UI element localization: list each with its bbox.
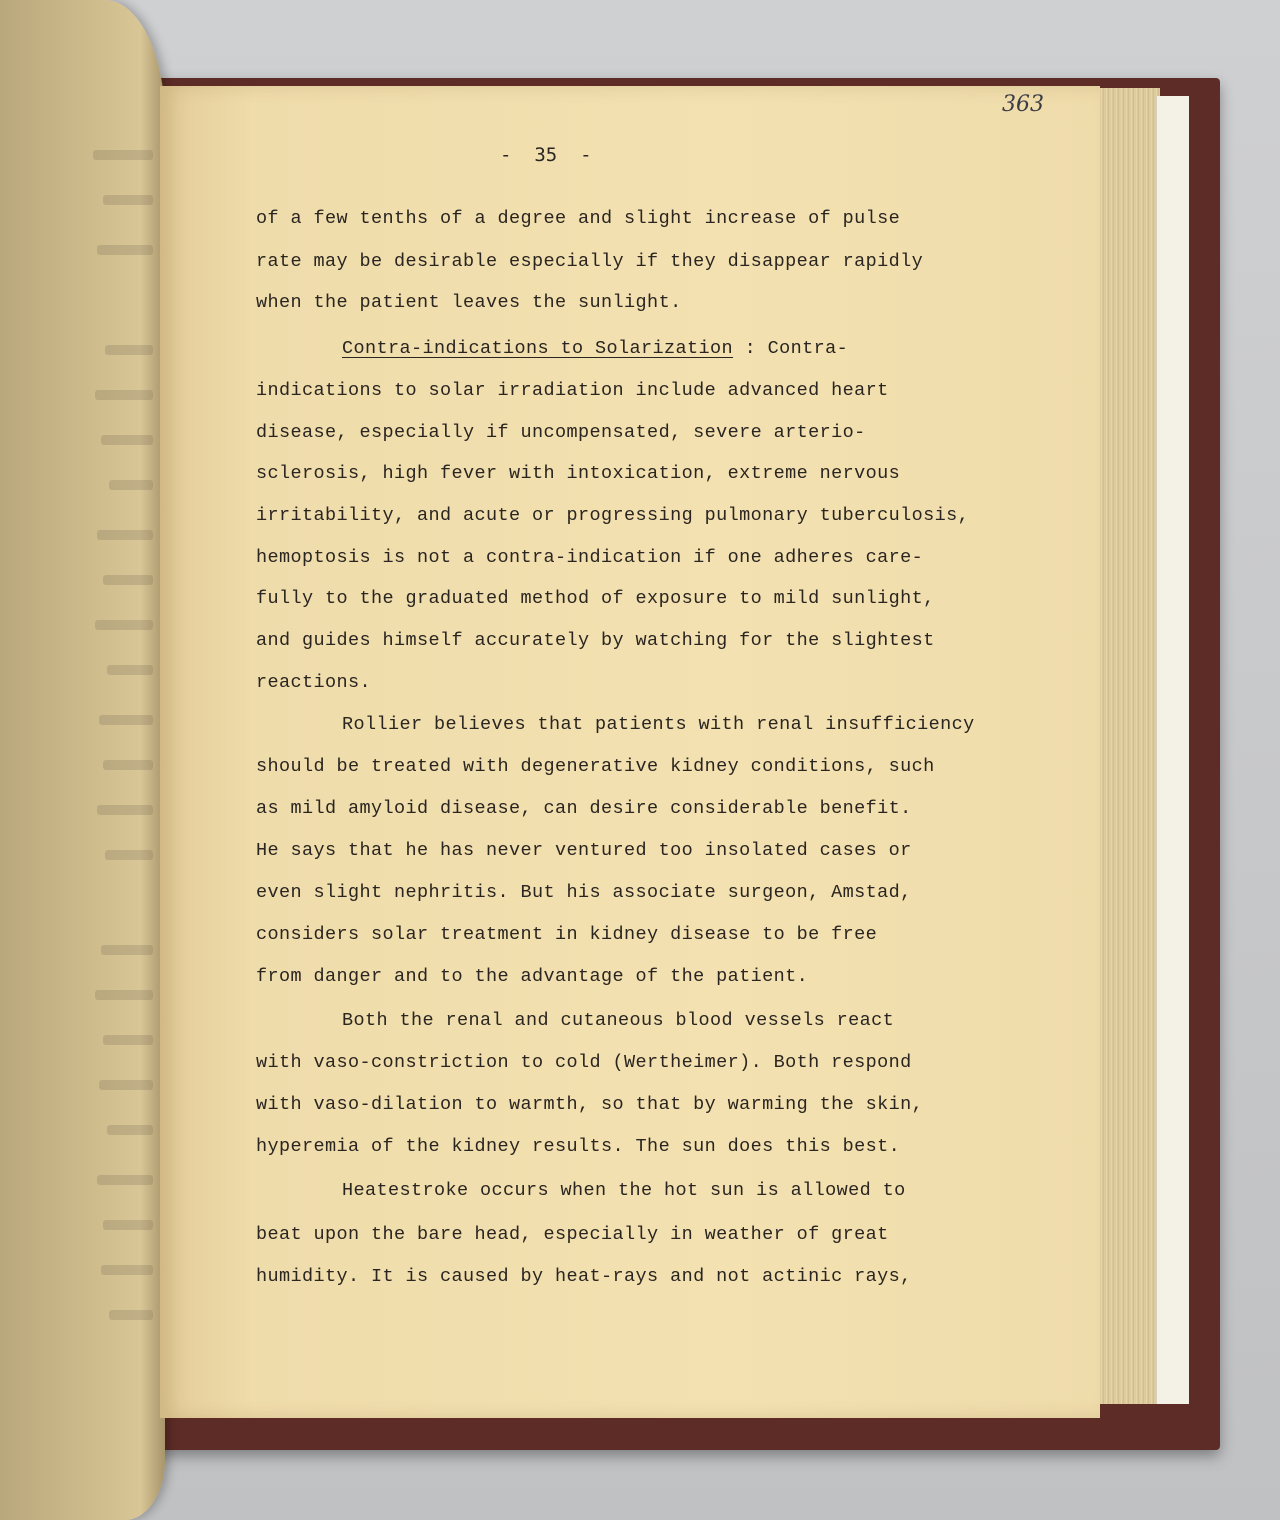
text-line: with vaso-dilation to warmth, so that by warming the skin, <box>256 1094 924 1115</box>
bleed-through-text <box>103 1220 153 1230</box>
text-line: indications to solar irradiation include advanced heart <box>256 380 889 401</box>
bleed-through-text <box>97 1175 153 1185</box>
bleed-through-text <box>105 850 153 860</box>
bleed-through-text <box>101 435 153 445</box>
bleed-through-text <box>97 245 153 255</box>
text-line: He says that he has never ventured too insolated cases or <box>256 840 912 861</box>
bleed-through-text <box>93 150 153 160</box>
text-line: hemoptosis is not a contra-indication if one adheres care- <box>256 547 924 568</box>
bleed-through-text <box>105 345 153 355</box>
bleed-through-text <box>95 620 153 630</box>
text-line: rate may be desirable especially if they disappear rapidly <box>256 251 924 272</box>
text-line: and guides himself accurately by watching for the slightest <box>256 630 935 651</box>
section-heading-line <box>342 338 848 359</box>
bleed-through-text <box>101 1265 153 1275</box>
inserted-sheet <box>1156 96 1189 1404</box>
bleed-through-text <box>97 530 153 540</box>
bleed-through-text <box>103 1035 153 1045</box>
text-line: hyperemia of the kidney results. The sun does this best. <box>256 1136 901 1157</box>
text-line: should be treated with degenerative kidney conditions, such <box>256 756 935 777</box>
bleed-through-text <box>103 575 153 585</box>
bleed-through-text <box>103 760 153 770</box>
handwritten-folio-number: 363 <box>1002 92 1044 117</box>
bleed-through-text <box>109 480 153 490</box>
bleed-through-text <box>109 1310 153 1320</box>
text-line: even slight nephritis. But his associate surgeon, Amstad, <box>256 882 912 903</box>
bleed-through-text <box>103 195 153 205</box>
bleed-through-text <box>95 990 153 1000</box>
bleed-through-text <box>107 665 153 675</box>
text-line: from danger and to the advantage of the patient. <box>256 966 809 987</box>
text-line: sclerosis, high fever with intoxication, extreme nervous <box>256 463 901 484</box>
section-heading-suffix: : Contra- <box>744 338 849 359</box>
text-line: with vaso-constriction to cold (Wertheimer). Both respond <box>256 1052 912 1073</box>
left-page-curl <box>0 0 165 1520</box>
text-line: reactions. <box>256 672 372 693</box>
bleed-through-text <box>107 1125 153 1135</box>
text-line: of a few tenths of a degree and slight increase of pulse <box>256 208 901 229</box>
typescript-page <box>160 86 1100 1418</box>
text-line: when the patient leaves the sunlight. <box>256 292 682 313</box>
bleed-through-text <box>101 945 153 955</box>
text-line: Both the renal and cutaneous blood vessels react <box>342 1010 895 1031</box>
text-line: fully to the graduated method of exposure to mild sunlight, <box>256 588 935 609</box>
text-line: Heatestroke occurs when the hot sun is allowed to <box>342 1180 906 1201</box>
section-heading: Contra-indications to Solarization <box>342 338 734 359</box>
text-line: beat upon the bare head, especially in weather of great <box>256 1224 889 1245</box>
bleed-through-text <box>95 390 153 400</box>
text-line: humidity. It is caused by heat-rays and not actinic rays, <box>256 1266 912 1287</box>
bleed-through-text <box>97 805 153 815</box>
text-line: considers solar treatment in kidney disease to be free <box>256 924 878 945</box>
page-number: - 35 - <box>500 144 592 166</box>
text-line: as mild amyloid disease, can desire considerable benefit. <box>256 798 912 819</box>
bleed-through-text <box>99 1080 153 1090</box>
text-line: Rollier believes that patients with renal insufficiency <box>342 714 975 735</box>
text-line: disease, especially if uncompensated, severe arterio- <box>256 422 866 443</box>
text-line: irritability, and acute or progressing pulmonary tuberculosis, <box>256 505 970 526</box>
bleed-through-text <box>99 715 153 725</box>
